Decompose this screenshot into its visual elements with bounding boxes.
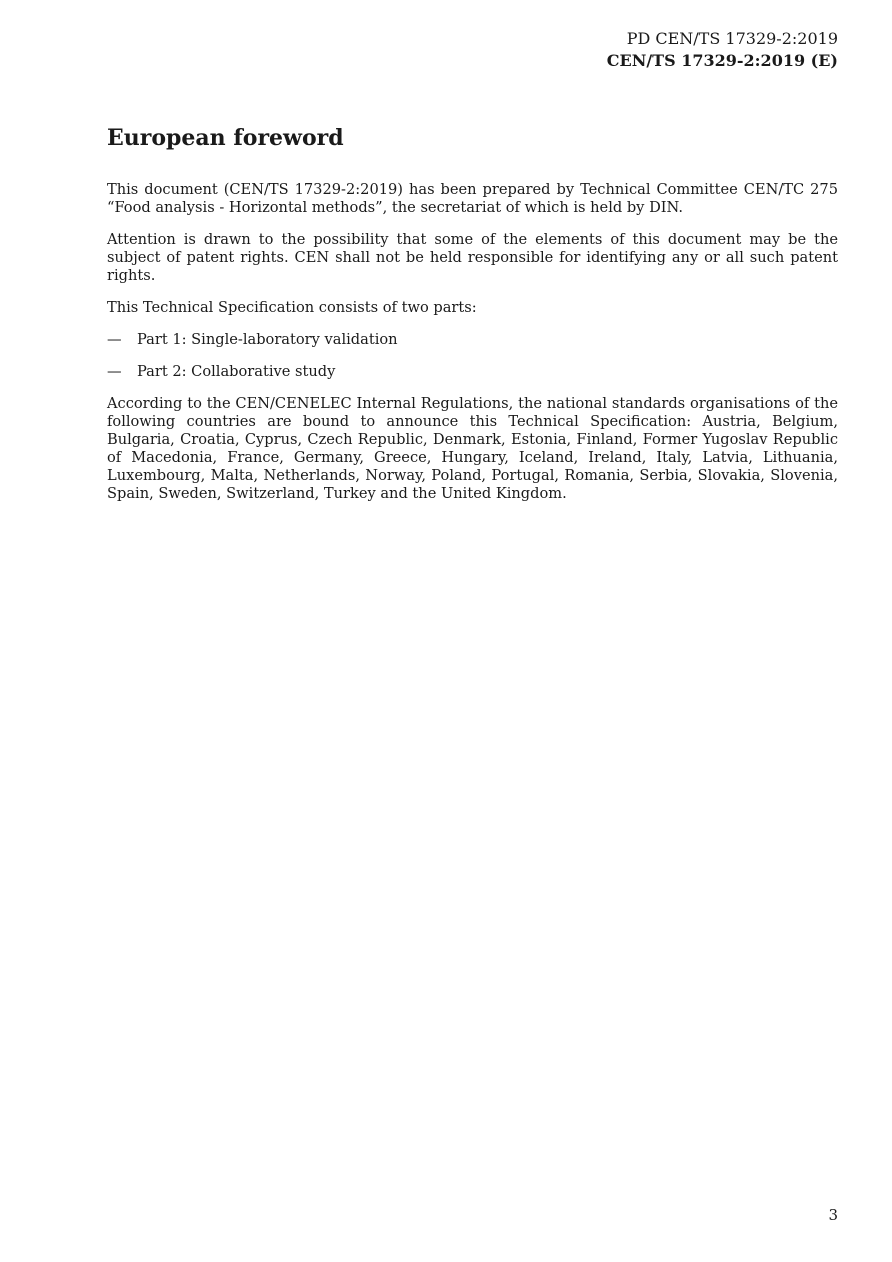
- list-item-text: Part 1: Single-laboratory validation: [137, 331, 398, 348]
- list-dash: —: [107, 363, 122, 380]
- paragraph-patent: Attention is drawn to the possibility that some of the elements of this document may be the subject of patent rights. CEN shall not be held responsible for identifying any or all such patent rights.: [107, 231, 838, 284]
- page-number: 3: [828, 1206, 838, 1224]
- paragraph-parts-intro: This Technical Specification consists of two parts:: [107, 299, 477, 316]
- list-dash: —: [107, 331, 122, 348]
- document-id-edition: CEN/TS 17329-2:2019 (E): [606, 51, 838, 70]
- document-header: [607, 28, 838, 72]
- page-content: [107, 124, 838, 517]
- paragraph-countries: According to the CEN/CENELEC Internal Regulations, the national standards organisations of the following countries are bound to announce this Technical Specification: Austria, Belgium, Bulgaria, Croatia, Cyprus, Czech Republic, Denmark, Estonia, Finland, Former Yugoslav Republic of Macedonia, France, Germany, Greece, Hungary, Iceland, Ireland, Italy, Latvia, Lithuania, Luxembourg, Malta, Netherlands, Norway, Poland, Portugal, Romania, Serbia, Slovakia, Slovenia, Spain, Sweden, Switzerland, Turkey and the United Kingdom.: [107, 395, 838, 502]
- paragraph-committee: This document (CEN/TS 17329-2:2019) has been prepared by Technical Committee CEN/TC 275 “Food analysis - Horizontal methods”, the secretariat of which is held by DIN.: [107, 181, 838, 216]
- section-title: European foreword: [107, 125, 344, 151]
- list-item: [107, 363, 838, 381]
- document-id: PD CEN/TS 17329-2:2019: [626, 29, 838, 48]
- list-item: [107, 331, 838, 349]
- list-item-text: Part 2: Collaborative study: [137, 363, 336, 380]
